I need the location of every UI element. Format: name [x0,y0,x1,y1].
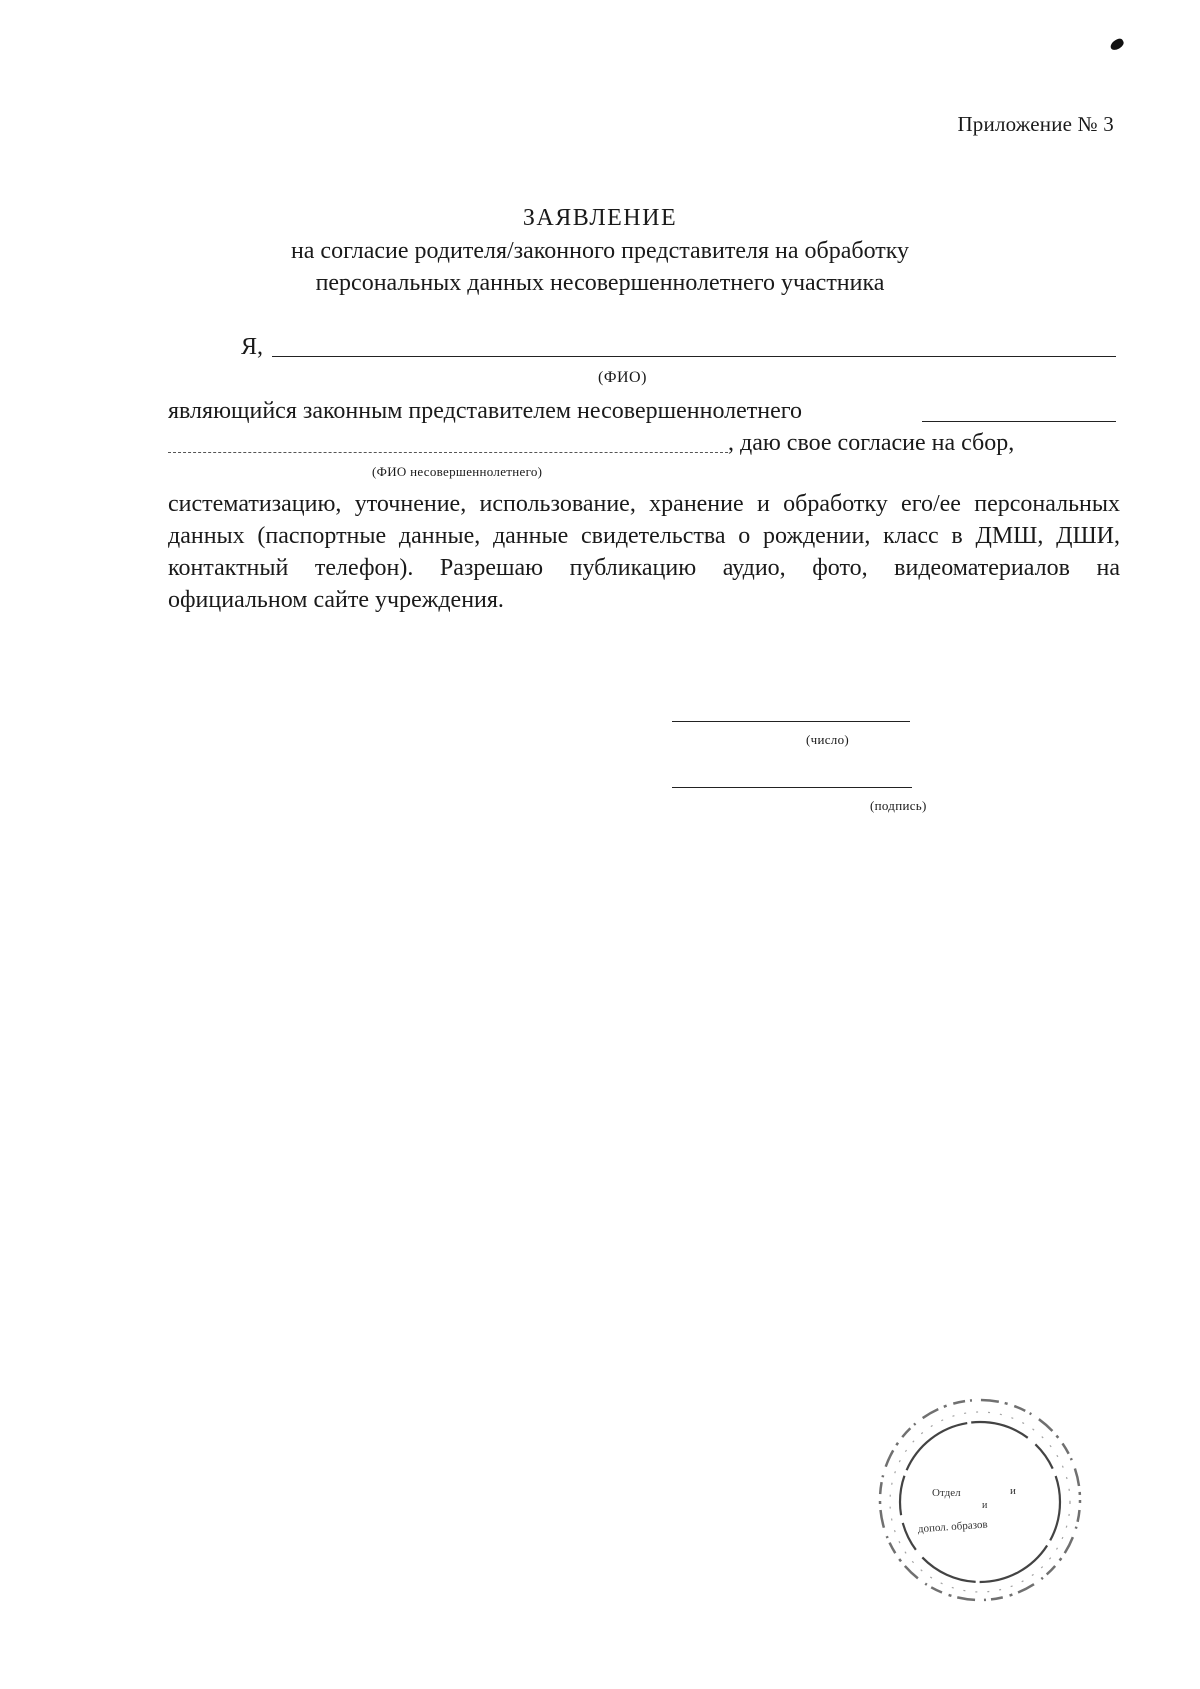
signature-field-line[interactable] [672,787,912,788]
document-subtitle-line2: персональных данных несовершеннолетнего участника [315,270,885,296]
representative-text: являющийся законным представителем несовершеннолетнего [168,398,802,424]
consent-tail-text: , даю свое согласие на сбор, [728,430,1015,456]
stamp-text-3: и [982,1500,988,1511]
ya-label: Я, [241,334,264,360]
date-caption: (число) [806,732,850,747]
stamp-text-2: и [1010,1485,1016,1497]
organization-stamp [870,1390,1090,1610]
appendix-label: Приложение № 3 [957,112,1114,136]
document-subtitle-line1: на согласие родителя/законного представителя на обработку [290,238,910,264]
ink-mark [1109,37,1126,52]
consent-body-text: систематизацию, уточнение, использование, хранение и обработку его/ее персональных данных (паспортные данные, данные свидетельства о рождении, класс в ДМШ, ДШИ, контактный телефон). Разрешаю публикацию аудио, фото, видеоматериалов на официальном сайте учреждения. [168,491,1120,613]
date-field-line[interactable] [672,721,910,722]
fio-field-line[interactable] [272,356,1116,357]
document-title: ЗАЯВЛЕНИЕ [522,205,678,231]
minor-fio-caption: (ФИО несовершеннолетнего) [372,464,543,479]
minor-name-field-line-2[interactable] [168,452,728,453]
signature-caption: (подпись) [870,798,927,813]
stamp-text-4: допол. образов [917,1518,988,1536]
fio-caption: (ФИО) [598,369,647,386]
minor-name-field-line-1[interactable] [922,421,1116,422]
stamp-text-1: Отдел [932,1487,961,1499]
